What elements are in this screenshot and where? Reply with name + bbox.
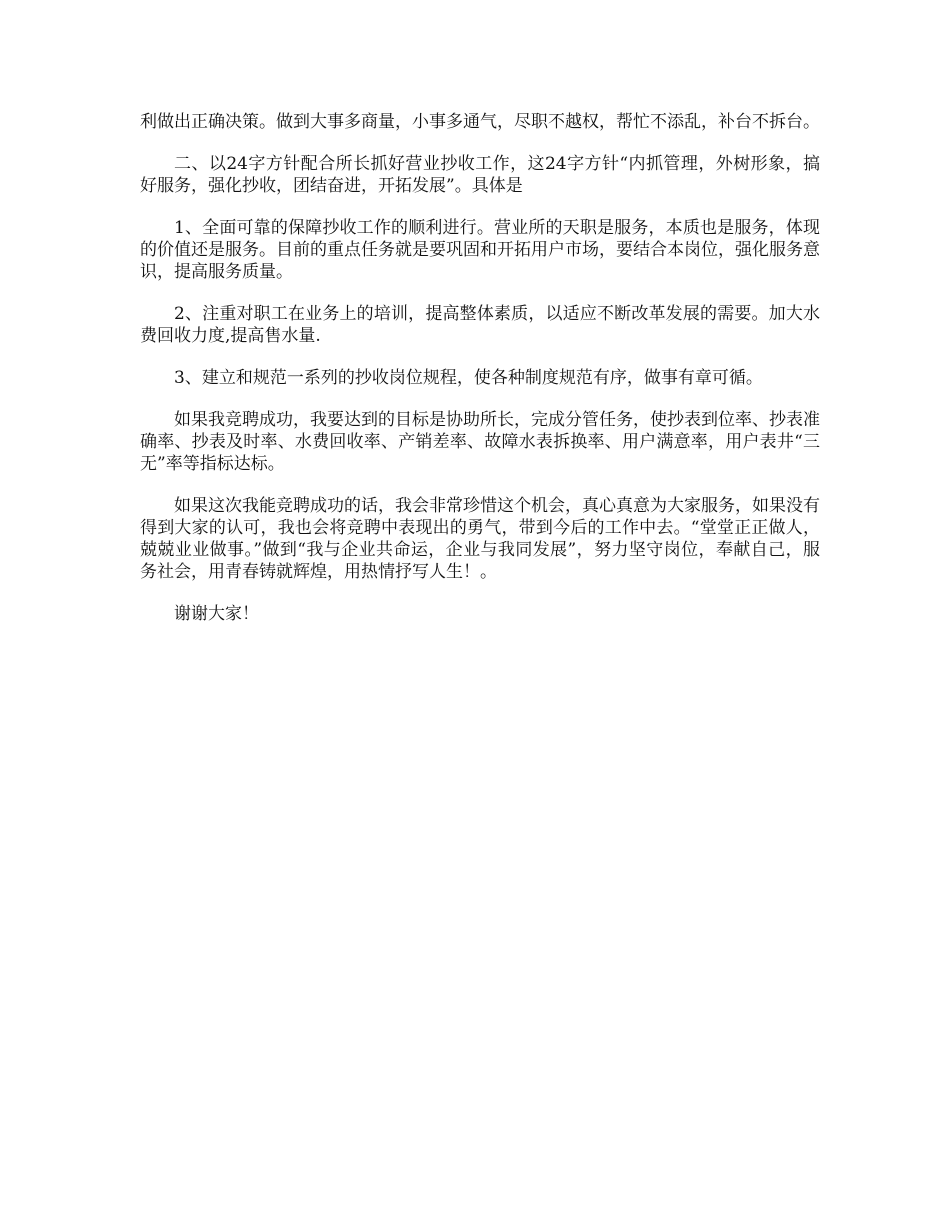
paragraph-goals: 如果我竞聘成功，我要达到的目标是协助所长，完成分管任务，使抄表到位率、抄表准确率、抄表及时率、水费回收率、产销差率、故障水表拆换率、用户满意率，用户表井“三无”率等指标达标。 [140,410,820,474]
paragraph-closing: 如果这次我能竞聘成功的话，我会非常珍惜这个机会，真心真意为大家服务，如果没有得到大家的认可，我也会将竞聘中表现出的勇气，带到今后的工作中去。“堂堂正正做人，兢兢业业做事。”做到“我与企业共命运，企业与我同发展”，努力坚守岗位，奉献自己，服务社会，用青春铸就辉煌，用热情抒写人生！。 [140,496,820,582]
paragraph-item-1: 1、全面可靠的保障抄收工作的顺利进行。营业所的天职是服务，本质也是服务，体现的价值还是服务。目前的重点任务就是要巩固和开拓用户市场，要结合本岗位，强化服务意识，提高服务质量。 [140,218,820,282]
paragraph-item-3: 3、建立和规范一系列的抄收岗位规程，使各种制度规范有序，做事有章可循。 [174,368,763,388]
document-page [140,111,820,645]
paragraph-item-2: 2、注重对职工在业务上的培训，提高整体素质，以适应不断改革发展的需要。加大水费回收力度,提高售水量. [140,304,820,346]
paragraph-section-two: 二、以24字方针配合所长抓好营业抄收工作，这24字方针“内抓管理，外树形象，搞好服务，强化抄收，团结奋进，开拓发展”。具体是 [140,154,820,196]
paragraph-thanks: 谢谢大家！ [174,604,259,624]
paragraph-continuation: 利做出正确决策。做到大事多商量，小事多通气，尽职不越权，帮忙不添乱，补台不拆台。 [140,112,820,132]
